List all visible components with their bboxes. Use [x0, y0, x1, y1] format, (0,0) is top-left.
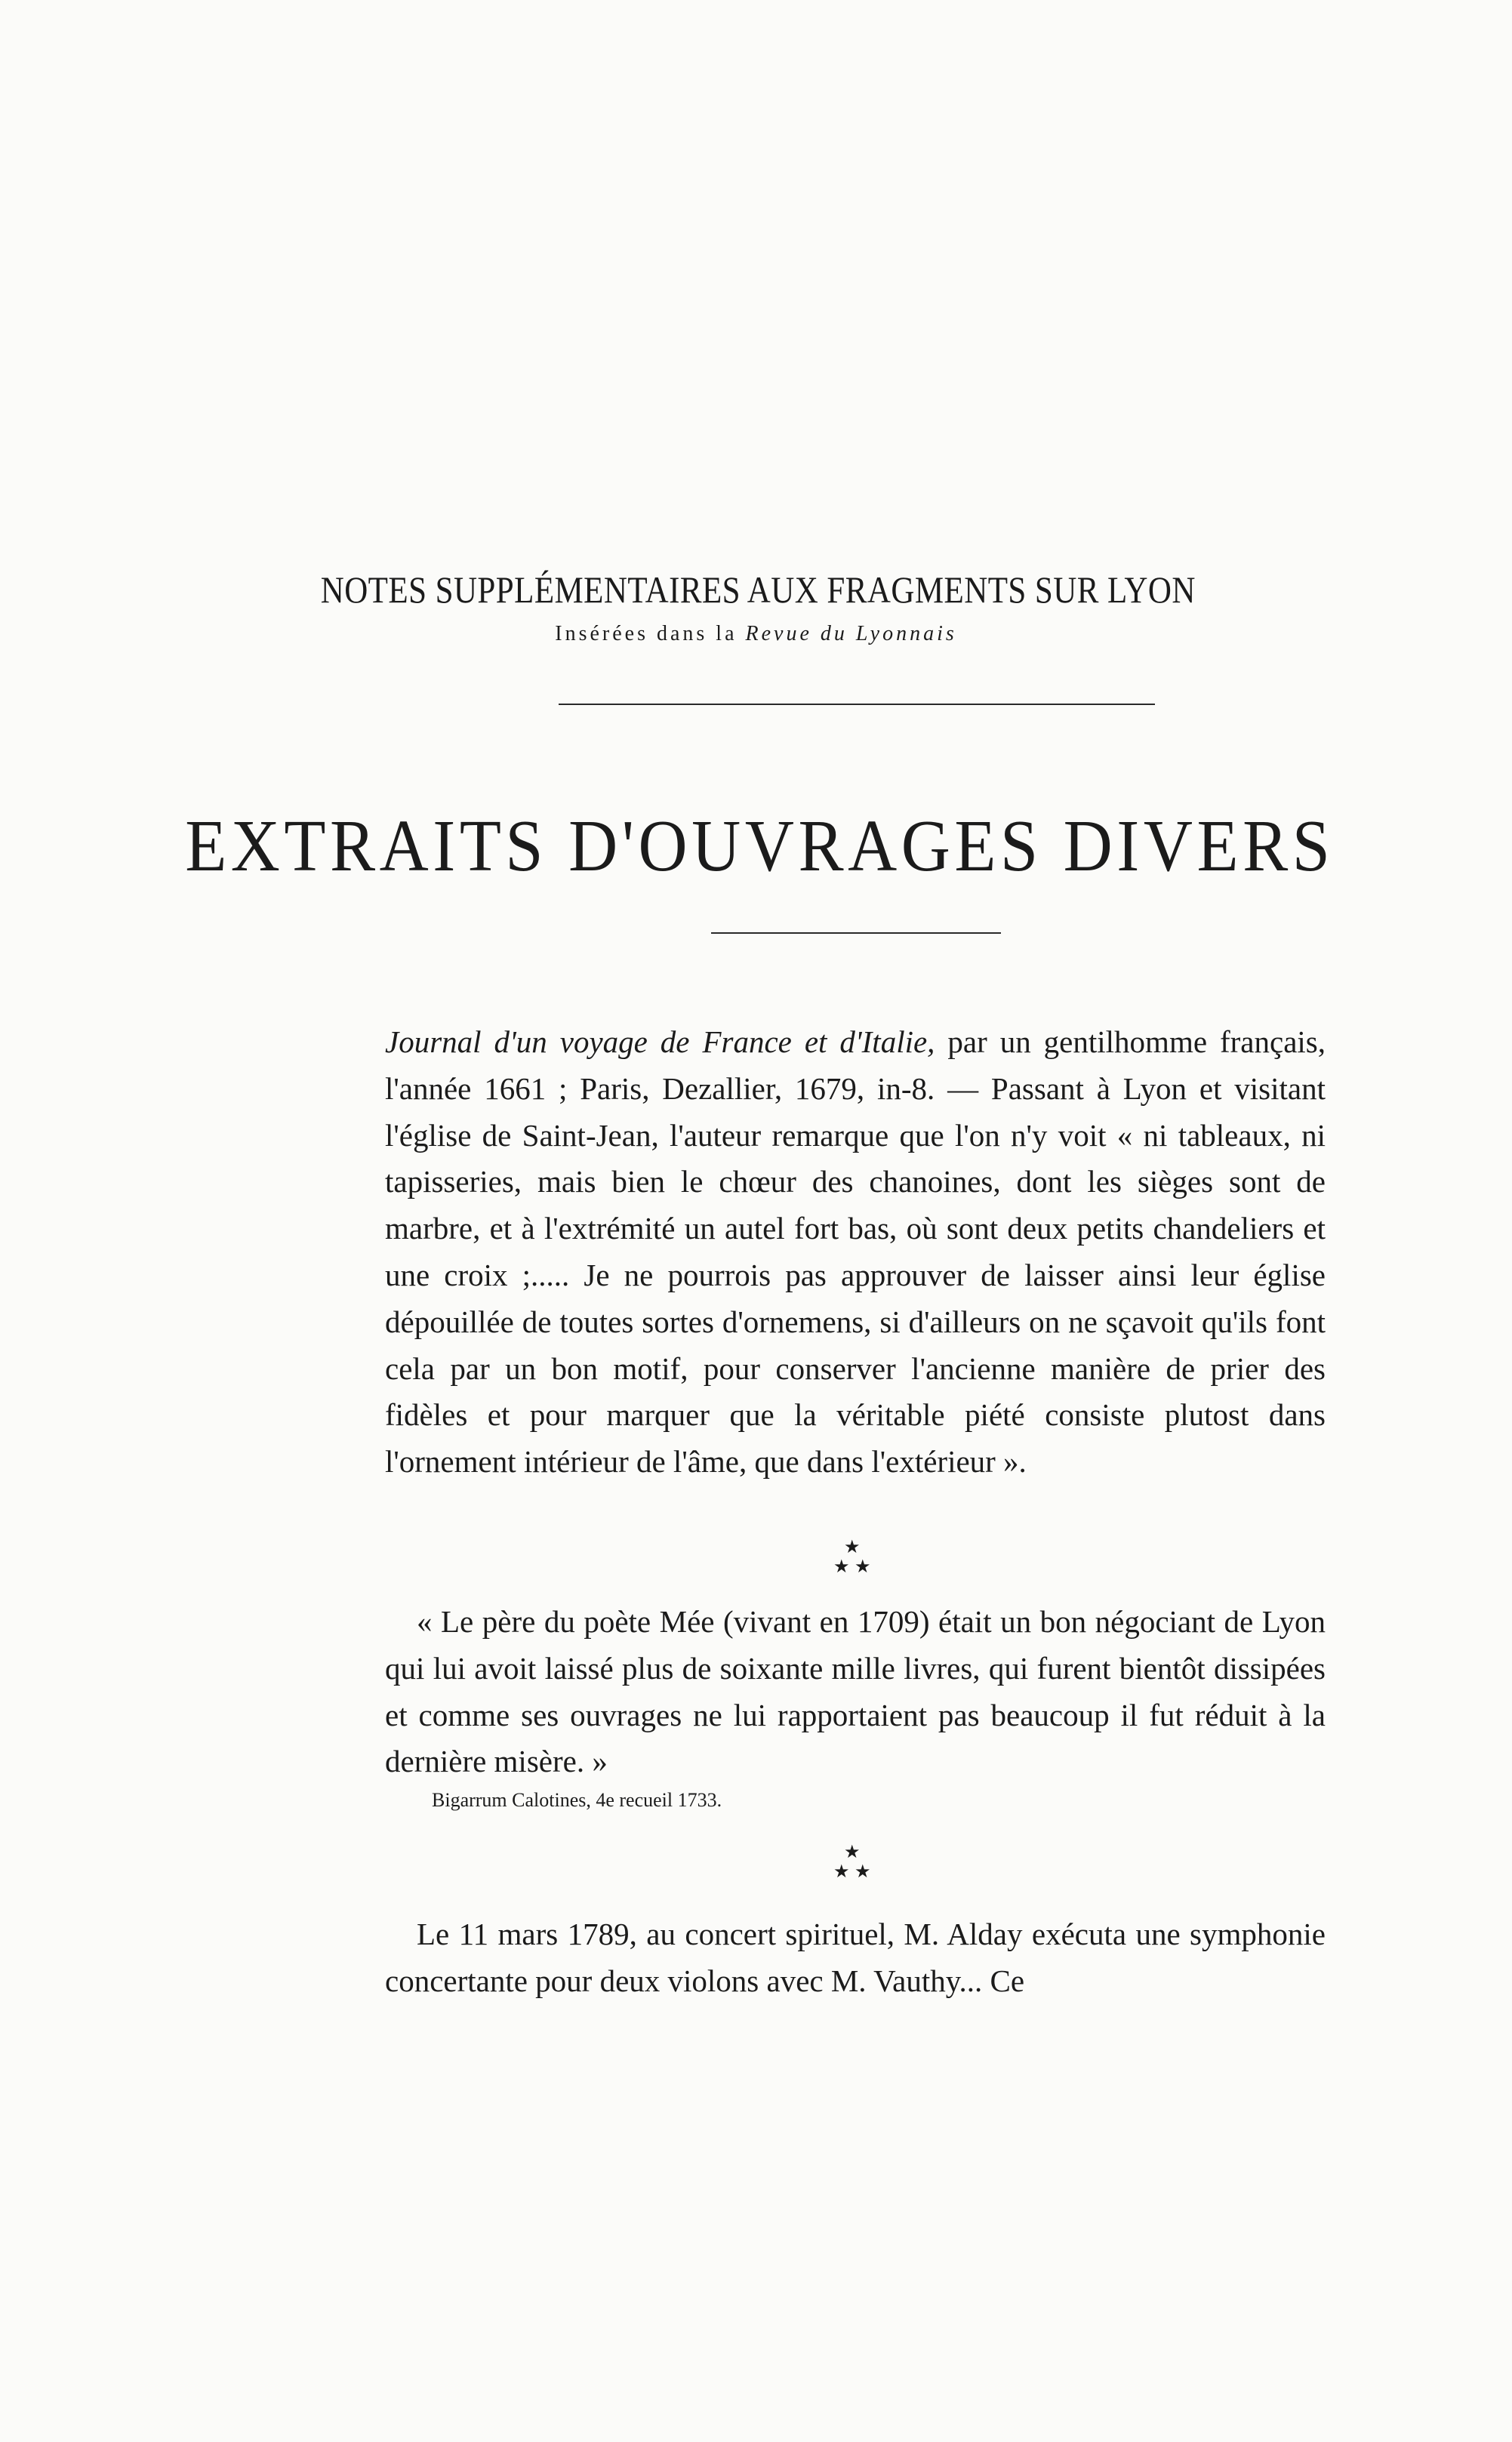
citation-bigarrum: Bigarrum Calotines, 4e recueil 1733. [432, 1789, 722, 1811]
asterism-star-icon: ★ [833, 1862, 850, 1882]
header-subtitle-journal: Revue du Lyonnais [745, 622, 957, 645]
header-subtitle [0, 622, 1512, 646]
asterism-separator-1 [812, 1538, 888, 1584]
asterism-star-icon: ★ [833, 1557, 850, 1577]
asterism-separator-2 [812, 1843, 888, 1889]
asterism-star-icon: ★ [844, 1843, 861, 1862]
asterism-star-icon: ★ [844, 1538, 861, 1557]
asterism-star-icon: ★ [855, 1557, 871, 1577]
main-title: EXTRAITS D'OUVRAGES DIVERS [185, 805, 1335, 887]
header-title: NOTES SUPPLÉMENTAIRES AUX FRAGMENTS SUR LYON [320, 568, 1196, 611]
asterism-star-icon: ★ [855, 1862, 871, 1882]
title-divider [711, 932, 1001, 934]
paragraph-journal-voyage [385, 1019, 1326, 1486]
paragraph-1-text: par un gentilhomme français, l'année 1661 ; Paris, Dezallier, 1679, in-8. — Passant à Lyon et visitant l'église de Saint-Jean, l'auteur remarque que l'on n'y voit « ni tableaux, ni tapisseries, mais bien le chœur des chanoines, dont les sièges sont de marbre, et à l'extrémité un autel fort bas, où sont deux petits chandeliers et une croix ;..... Je ne pourrois pas approuver de laisser ainsi leur église dépouillée de toutes sortes d'ornemens, si d'ailleurs on ne sçavoit qu'ils font cela par un bon motif, pour conserver l'ancienne manière de prier des fidèles et pour marquer que la véritable piété consiste plutost dans l'ornement intérieur de l'âme, que dans l'extérieur ». [385, 1024, 1326, 1480]
header-subtitle-prefix: Insérées dans la [555, 622, 746, 645]
header-divider [559, 704, 1155, 705]
paragraph-concert-spirituel: Le 11 mars 1789, au concert spirituel, M. Alday exécuta une symphonie concertante pour deux violons avec M. Vauthy... Ce [385, 1917, 1326, 1998]
paragraph-1-book-title: Journal d'un voyage de France et d'Italie, [385, 1024, 935, 1059]
paragraph-pere-du-poete: « Le père du poète Mée (vivant en 1709) était un bon négociant de Lyon qui lui avoit laissé plus de soixante mille livres, qui furent bientôt dissipées et comme ses ouvrages ne lui rapportaient pas beaucoup il fut réduit à la dernière misère. » [385, 1604, 1326, 1779]
